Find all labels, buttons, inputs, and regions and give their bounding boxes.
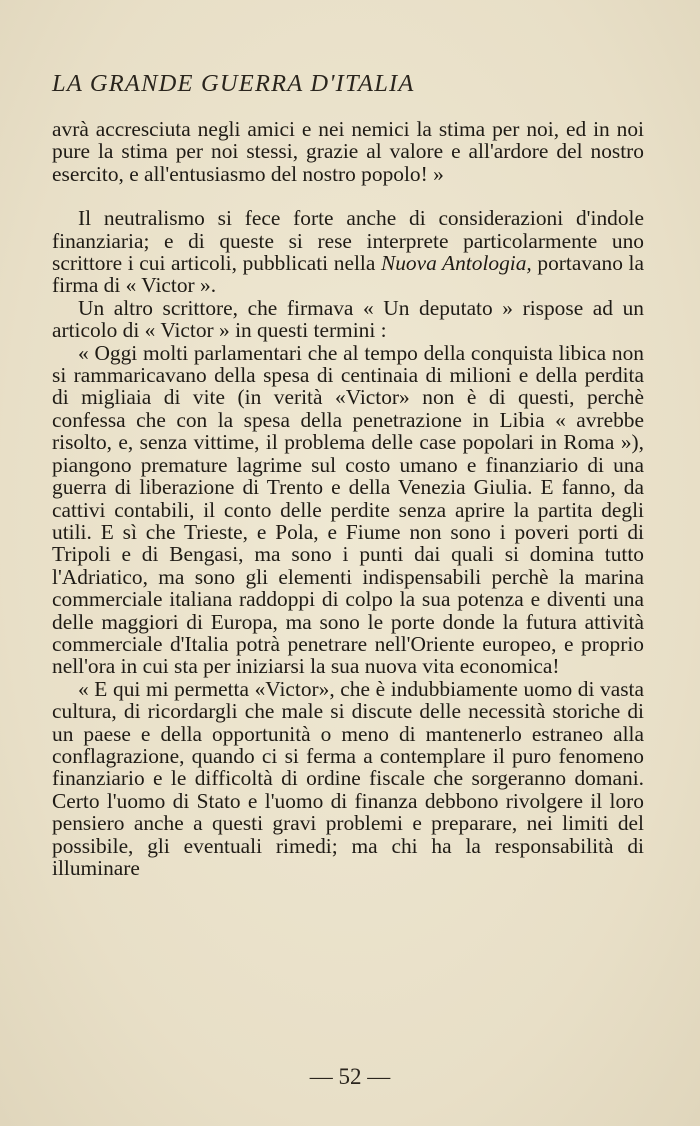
paragraph-continued: avrà accresciuta negli amici e nei nemici la stima per noi, ed in noi pure la stima per noi stessi, grazie al valore e all'ardore del nostro esercito, e all'entusiasmo del nostro popolo! »: [52, 117, 644, 186]
body-text: [52, 118, 644, 879]
running-head: LA GRANDE GUERRA D'ITALIA: [52, 70, 415, 97]
paragraph-neutralism: [52, 207, 644, 297]
paragraph-text: Il neutralismo si fece forte anche di considerazioni d'indole finanziaria; e di queste si rese interprete particolarmente uno scrittore i cui articoli, pubblicati nella: [52, 206, 644, 276]
paragraph-text: portavano la firma di « Victor ».: [52, 251, 644, 298]
page-number: — 52 —: [309, 1064, 391, 1089]
journal-title: Nuova Antologia,: [380, 251, 532, 276]
paragraph-quote-1: « Oggi molti parlamentari che al tempo della conquista libica non si rammaricavano della spesa di centinaia di milioni e della perdita di migliaia di vite (in verità «Victor» non è di questi, perchè confessa che con la spesa della penetrazione in Libia « avrebbe risolto, e, senza vittime, il problema delle case popolari in Roma »), piangono premature lagrime sul costo umano e finanziario di una guerra di liberazione di Trento e della Venezia Giulia. E fanno, da cattivi contabili, il conto delle perdite senza aprire la partita degli utili. E sì che Trieste, e Pola, e Fiume non sono i poveri porti di Tripoli e di Bengasi, ma sono i punti dai quali si domina tutto l'Adriatico, ma sono gli elementi indispensabili perchè la marina commerciale italiana raddoppi di colpo la sua potenza e diventi una delle maggiori di Europa, ma sono le porte donde la futura attività commerciale d'Italia potrà penetrare nell'Oriente europeo, e proprio nell'ora in cui sta per iniziarsi la sua nuova vita economica!: [52, 340, 644, 679]
paragraph-quote-2: « E qui mi permetta «Victor», che è indubbiamente uomo di vasta cultura, di ricordargli che male si discute delle necessità storiche di un paese e della opportunità o meno di mantenerlo estraneo alla conflagrazione, quando ci si ferma a contemplare il puro fenomeno finanziario e le difficoltà di ordine fiscale che sorgeranno domani. Certo l'uomo di Stato e l'uomo di finanza debbono rivolgere il loro pensiero anche a questi gravi problemi e preparare, nei limiti del possibile, gli eventuali rimedi; ma chi ha la responsabilità di illuminare: [52, 676, 644, 880]
paragraph-reply: Un altro scrittore, che firmava « Un deputato » rispose ad un articolo di « Victor » in questi termini :: [52, 295, 644, 343]
